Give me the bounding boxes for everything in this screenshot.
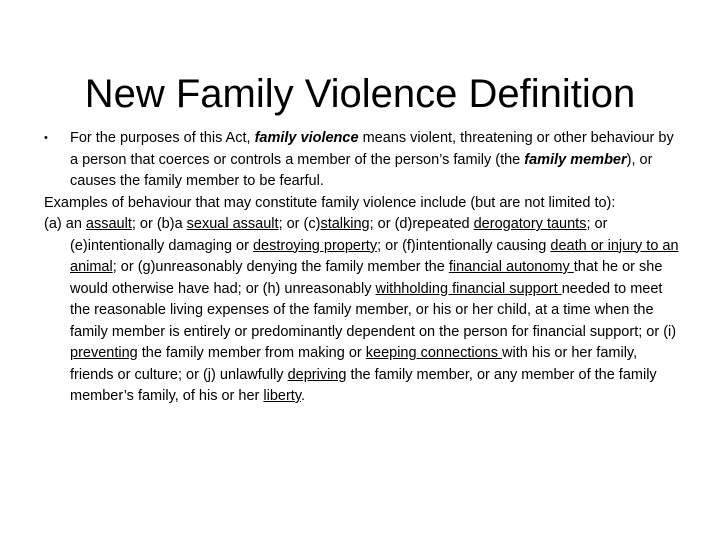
text-segment: needed to meet the reasonable living expenses of the family member, or his or her child, at a time when the family member is entirely or predominantly dependent on the person for financial support; or (i)	[70, 280, 677, 340]
term-liberty: liberty	[263, 388, 302, 404]
term-family-violence: family violence	[254, 130, 359, 146]
text-segment: .	[301, 388, 306, 404]
term-death-or-injury: death or injury to an animal	[70, 237, 679, 275]
examples-list	[44, 214, 684, 408]
term-financial-autonomy: financial autonomy	[448, 259, 574, 275]
text-segment: ; or (b)a	[131, 216, 187, 232]
term-stalking: stalking	[320, 216, 370, 232]
text-segment: an	[61, 216, 86, 232]
text-segment: ; or (g)unreasonably denying the family member the	[112, 259, 449, 275]
term-sexual-assault: sexual assault	[186, 216, 279, 232]
slide-body	[44, 128, 684, 408]
text-segment: means violent, threatening or other behaviour by a person that coerces or controls a member of the person’s family (the	[70, 130, 674, 168]
text-segment: with his or her family, friends or culture; or (j) unlawfully	[70, 345, 638, 383]
term-family-member: family member	[524, 151, 627, 168]
list-marker: (a)	[44, 216, 62, 232]
text-segment: ; or (f)intentionally causing	[377, 237, 551, 254]
term-derogatory-taunts: derogatory taunts	[473, 216, 587, 232]
text-segment: ), or causes the family member to be fearful.	[70, 151, 653, 189]
term-destroying-property: destroying property	[252, 237, 378, 254]
text-segment: ; or (c)	[278, 216, 321, 232]
bullet-icon: •	[44, 132, 48, 144]
text-segment: For the purposes of this Act,	[70, 130, 255, 146]
text-segment: ; or (e)intentionally damaging or	[70, 216, 608, 254]
term-withholding-financial-support: withholding financial support	[375, 280, 562, 297]
examples-intro: Examples of behaviour that may constitute family violence include (but are not limited to):	[44, 194, 616, 211]
term-keeping-connections: keeping connections	[365, 345, 503, 361]
text-segment: the family member from making or	[137, 345, 366, 361]
term-assault: assault	[85, 216, 132, 232]
term-preventing: preventing	[70, 345, 138, 361]
term-depriving: depriving	[287, 366, 347, 383]
text-segment: the family member, or any member of the family member’s family, of his or her	[70, 366, 657, 404]
text-segment: that he or she would otherwise have had; or (h) unreasonably	[70, 259, 663, 297]
text-segment: ; or (d)repeated	[369, 216, 474, 232]
slide-title: New Family Violence Definition	[84, 71, 636, 116]
definition-paragraph	[44, 128, 684, 193]
